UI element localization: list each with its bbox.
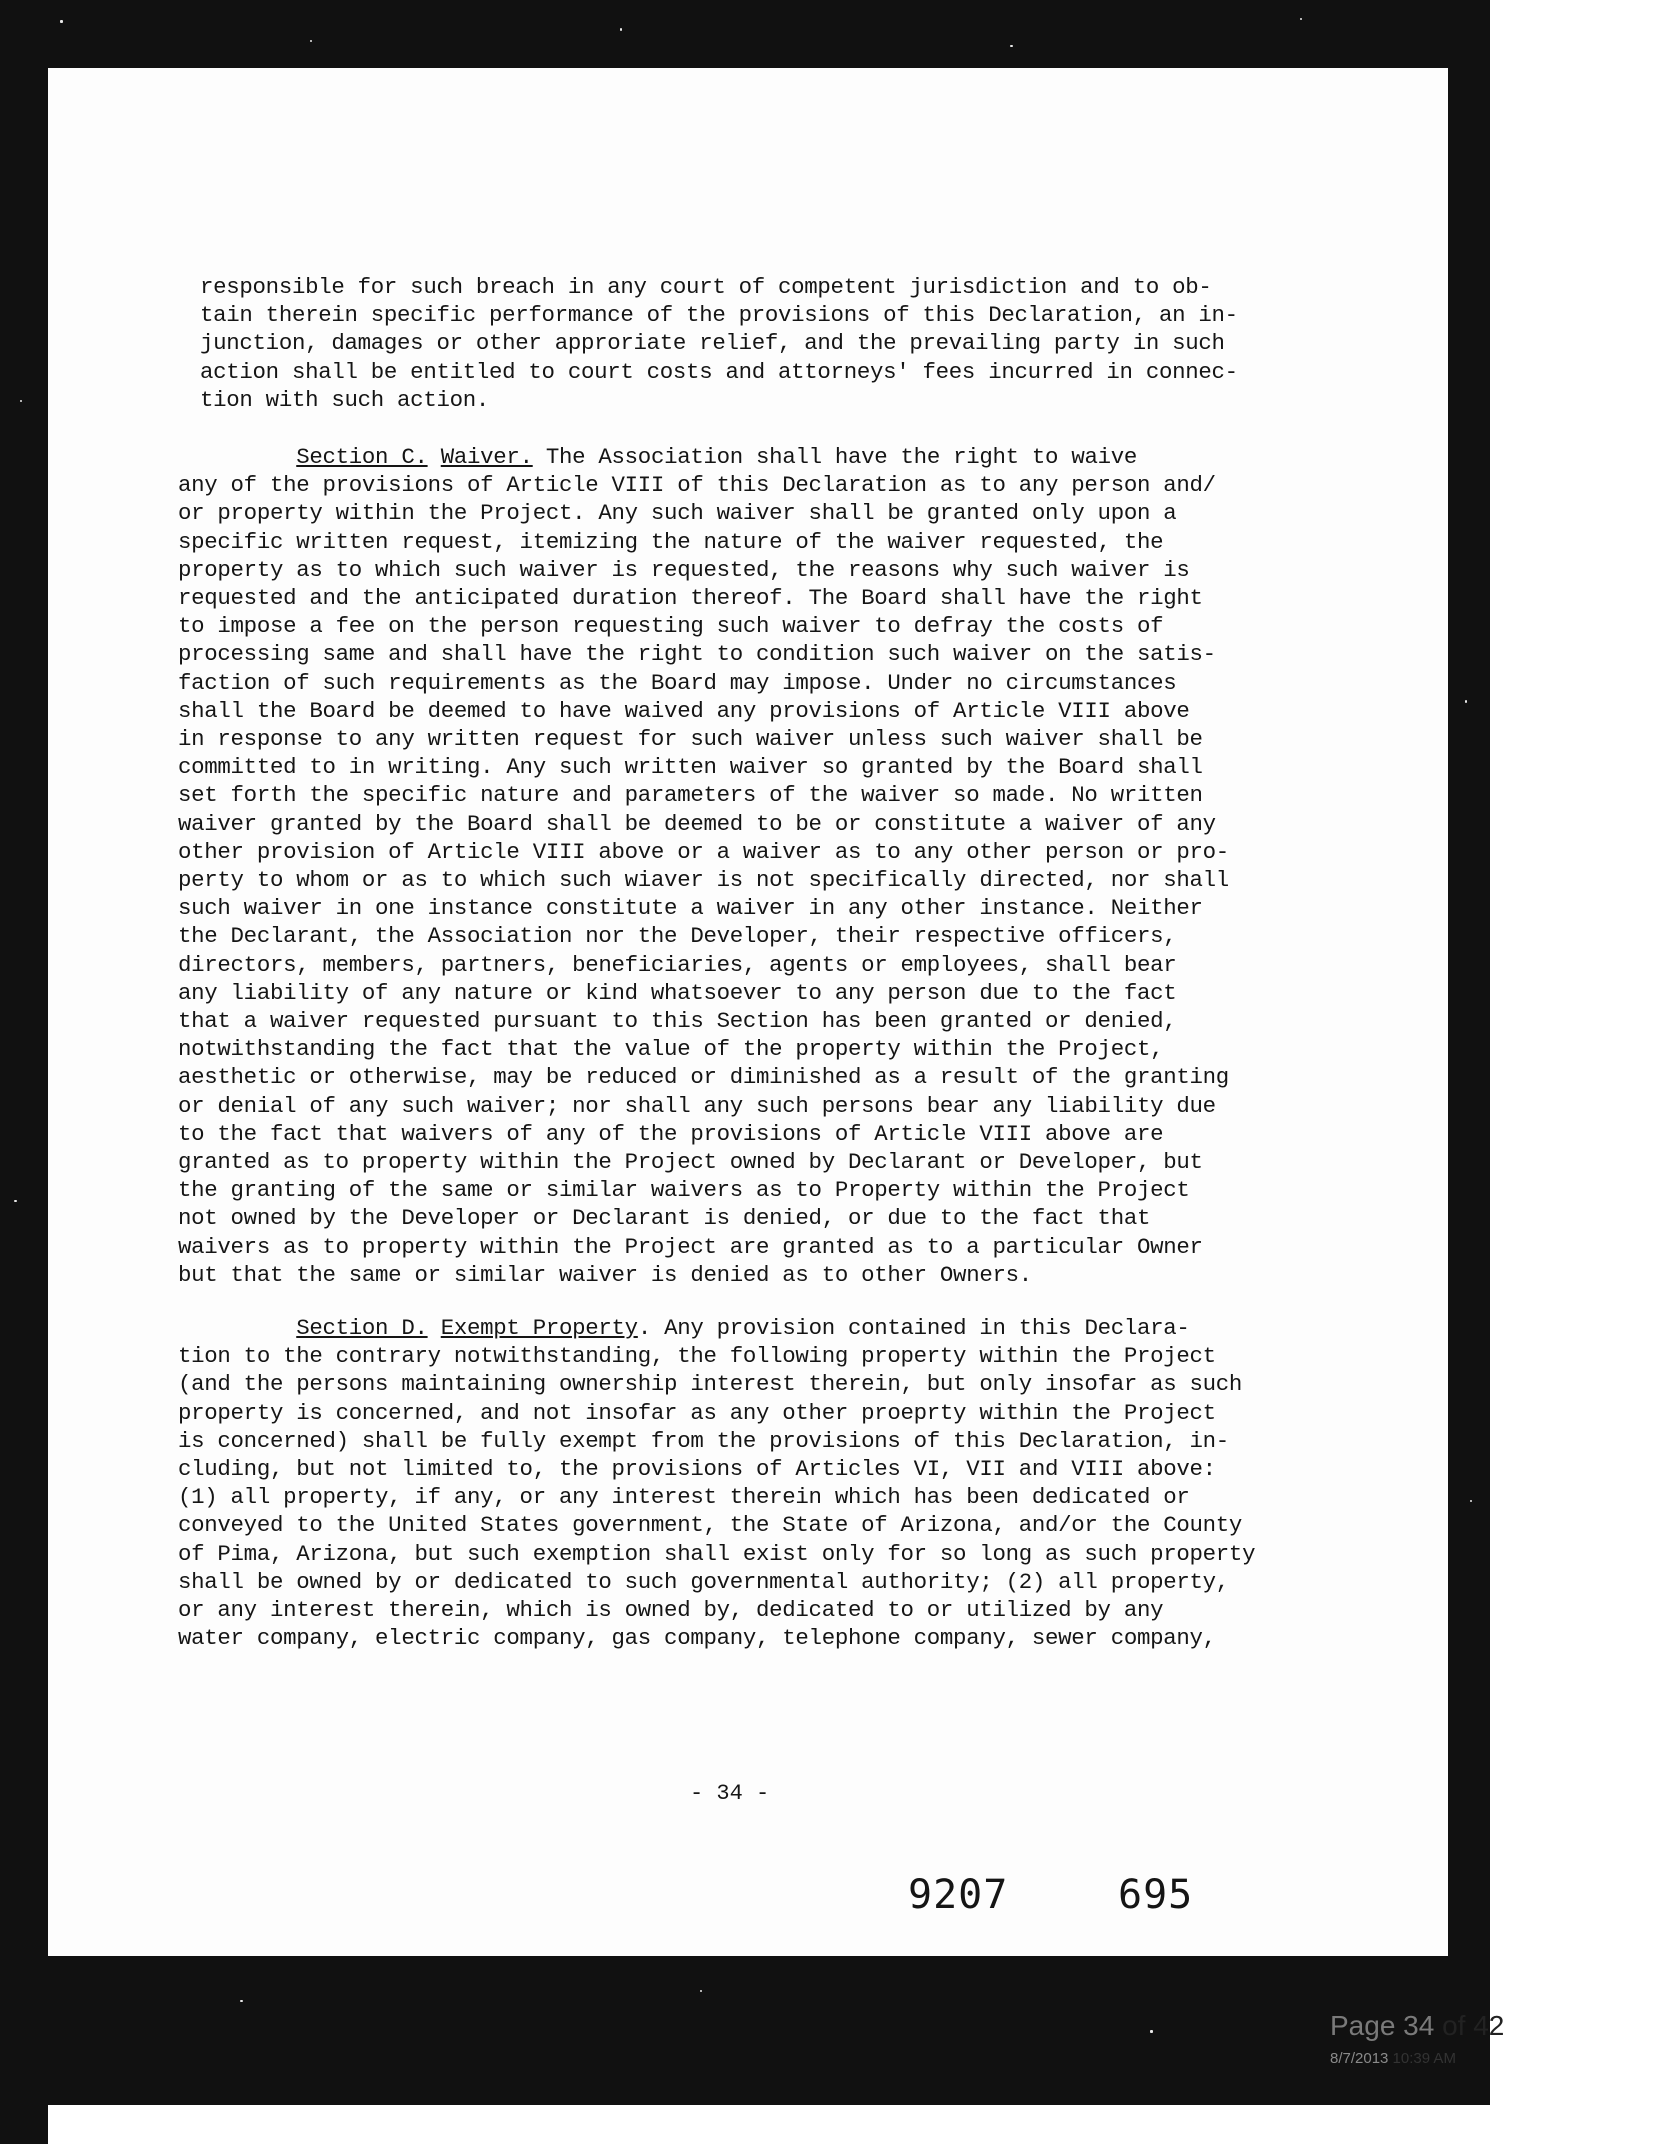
text-line: . Any provision contained in this Declara-: [637, 1315, 1190, 1341]
text-line: waivers as to property within the Project are granted as to a particular Owner: [178, 1233, 1203, 1260]
text-line: granted as to property within the Project owned by Declarant or Developer, but: [178, 1149, 1203, 1176]
page-total-label: of 42: [1434, 2010, 1505, 2041]
text-line: conveyed to the United States government, the State of Arizona, and/or the County: [178, 1512, 1243, 1539]
text-line: specific written request, itemizing the nature of the waiver requested, the: [178, 528, 1164, 555]
section-c-title: Waiver.: [440, 444, 533, 470]
text-line: responsible for such breach in any court of competent jurisdiction and to ob-: [200, 274, 1212, 300]
text-line: shall be owned by or dedicated to such governmental authority; (2) all property,: [178, 1568, 1229, 1595]
text-line: requested and the anticipated duration thereof. The Board shall have the right: [178, 585, 1203, 612]
text-line: faction of such requirements as the Board may impose. Under no circumstances: [178, 669, 1177, 696]
scan-speck: [1470, 1500, 1472, 1502]
text-line: in response to any written request for such waiver unless such waiver shall be: [178, 726, 1203, 753]
text-line: committed to in writing. Any such written waiver so granted by the Board shall: [178, 754, 1203, 781]
text-line: that a waiver requested pursuant to this Section has been granted or denied,: [178, 1008, 1177, 1035]
paragraph-breach-remedies: [200, 273, 1360, 414]
recording-number: 695: [1118, 1872, 1194, 1918]
text-line: (1) all property, if any, or any interest therein which has been dedicated or: [178, 1484, 1190, 1511]
text-line: waiver granted by the Board shall be deemed to be or constitute a waiver of any: [178, 810, 1216, 837]
current-page-label: Page 34: [1330, 2010, 1435, 2041]
text-line: property is concerned, and not insofar as any other proeprty within the Project: [178, 1399, 1216, 1426]
scan-speck: [240, 2000, 243, 2002]
text-line: perty to whom or as to which such wiaver is not specifically directed, nor shall: [178, 867, 1229, 894]
text-line: tion to the contrary notwithstanding, the following property within the Project: [178, 1343, 1216, 1370]
text-line: tain therein specific performance of the provisions of this Declaration, an in-: [200, 302, 1238, 329]
text-line: or property within the Project. Any such waiver shall be granted only upon a: [178, 500, 1177, 527]
text-line: any of the provisions of Article VIII of this Declaration as to any person and/: [178, 472, 1216, 499]
text-line: set forth the specific nature and parameters of the waiver so made. No written: [178, 782, 1203, 809]
text-line: to the fact that waivers of any of the provisions of Article VIII above are: [178, 1120, 1164, 1147]
text-line: shall the Board be deemed to have waived any provisions of Article VIII above: [178, 697, 1190, 724]
text-line: or any interest therein, which is owned by, dedicated to or utilized by any: [178, 1597, 1164, 1624]
text-line: cluding, but not limited to, the provisions of Articles VI, VII and VIII above:: [178, 1456, 1216, 1483]
text-line: action shall be entitled to court costs and attorneys' fees incurred in connec-: [200, 358, 1238, 385]
scan-border-bottom: [0, 1955, 1490, 2105]
scan-speck: [620, 28, 622, 31]
text-line: junction, damages or other approriate relief, and the prevailing party in such: [200, 330, 1225, 357]
text-line: any liability of any nature or kind whatsoever to any person due to the fact: [178, 979, 1177, 1006]
text-line: to impose a fee on the person requesting such waiver to defray the costs of: [178, 613, 1164, 640]
scan-speck: [1465, 700, 1467, 703]
section-c-label: Section C.: [296, 444, 428, 470]
text-line: processing same and shall have the right to condition such waiver on the satis-: [178, 641, 1216, 668]
text-line: property as to which such waiver is requested, the reasons why such waiver is: [178, 556, 1190, 583]
section-c-waiver: [178, 443, 1338, 1289]
viewer-page-indicator: [1330, 2010, 1504, 2042]
text-line: but that the same or similar waiver is denied as to other Owners.: [178, 1261, 1032, 1288]
timestamp-time: 10:39 AM: [1388, 2050, 1456, 2067]
text-line: such waiver in one instance constitute a waiver in any other instance. Neither: [178, 895, 1203, 922]
text-line: the Declarant, the Association nor the Developer, their respective officers,: [178, 923, 1177, 950]
recording-number: 9207: [908, 1872, 1009, 1918]
page-number: - 34 -: [690, 1781, 770, 1806]
scan-speck: [700, 1990, 702, 1992]
section-d-label: Section D.: [296, 1315, 428, 1341]
text-line: directors, members, partners, beneficiaries, agents or employees, shall bear: [178, 951, 1177, 978]
text-line: other provision of Article VIII above or a waiver as to any other person or pro-: [178, 838, 1229, 865]
scan-speck: [1300, 18, 1302, 20]
text-line: is concerned) shall be fully exempt from the provisions of this Declaration, in-: [178, 1427, 1229, 1454]
text-line: not owned by the Developer or Declarant is denied, or due to the fact that: [178, 1205, 1151, 1232]
text-line: tion with such action.: [200, 386, 490, 413]
scan-speck: [310, 40, 312, 42]
viewer-timestamp: [1330, 2050, 1456, 2067]
scan-speck: [1150, 2030, 1153, 2033]
text-line: aesthetic or otherwise, may be reduced or diminished as a result of the granting: [178, 1064, 1229, 1091]
text-line: the granting of the same or similar waivers as to Property within the Project: [178, 1177, 1190, 1204]
scan-speck: [1010, 45, 1013, 47]
text-line: or denial of any such waiver; nor shall any such persons bear any liability due: [178, 1092, 1216, 1119]
scan-speck: [60, 20, 63, 23]
text-line: water company, electric company, gas company, telephone company, sewer company,: [178, 1625, 1216, 1652]
text-line: notwithstanding the fact that the value of the property within the Project,: [178, 1036, 1164, 1063]
section-d-title: Exempt Property: [440, 1315, 638, 1341]
text-line: The Association shall have the right to waive: [532, 444, 1138, 470]
scan-border-right: [1448, 0, 1490, 2000]
scan-border-left: [0, 0, 48, 2144]
scan-speck: [14, 1200, 17, 1202]
timestamp-date: 8/7/2013: [1330, 2050, 1389, 2067]
text-line: (and the persons maintaining ownership interest therein, but only insofar as such: [178, 1371, 1243, 1398]
text-line: of Pima, Arizona, but such exemption shall exist only for so long as such property: [178, 1540, 1256, 1567]
section-d-exempt-property: [178, 1314, 1338, 1652]
scan-speck: [20, 400, 22, 402]
scan-border-top: [0, 0, 1490, 70]
